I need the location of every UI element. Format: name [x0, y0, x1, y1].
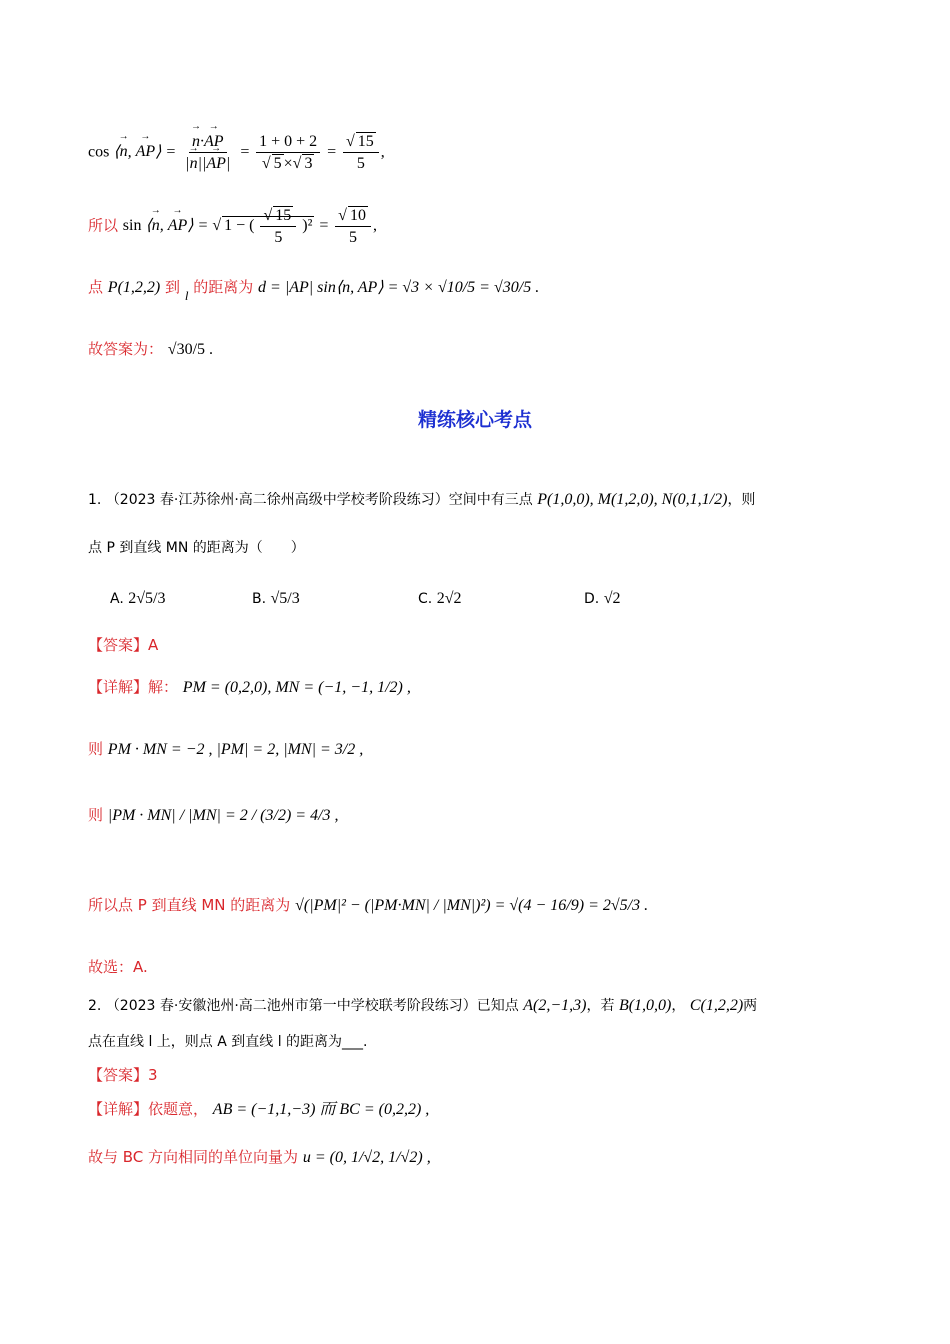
q2-stem-line2: 点在直线 l 上，则点 A 到直线 l 的距离为___.	[88, 1034, 368, 1050]
q1-stem: 1. （2023 春·江苏徐州·高二徐州高级中学校考阶段练习）空间中有三点 P(1,0,0), M(1,2,0), N(0,1,1/2)，则	[88, 491, 756, 508]
q1-stem-line2: 点 P 到直线 MN 的距离为（ ）	[88, 540, 305, 556]
q1-choose: 故选：A.	[88, 958, 148, 976]
q2-answer: 【答案】3	[88, 1066, 158, 1084]
q1-detail-4: 所以点 P 到直线 MN 的距离为 √(|PM|² − (|PM·MN| / |MN|)²) = √(4 − 16/9) = 2√5/3 .	[88, 896, 649, 914]
q1-option-a[interactable]: A. 2√5/3	[110, 590, 166, 607]
section-heading: 精练核心考点	[417, 409, 532, 431]
q2-detail-2: 故与 BC 方向相同的单位向量为 u = (0, 1/√2, 1/√2) ,	[88, 1148, 431, 1166]
q1-detail-3: 则 |PM · MN| / |MN| = 2 / (3/2) = 4/3 ,	[88, 806, 339, 824]
intro-answer-line: 故答案为： √30/5 .	[88, 340, 214, 358]
q1-option-c[interactable]: C. 2√2	[418, 590, 462, 607]
distance-line: 点 P(1,2,2) 到 l 的距离为 d = |AP| sin⟨n, AP⟩ = √3 × √10/5 = √30/5 .	[88, 278, 540, 303]
q1-detail-1: 【详解】解： PM = (0,2,0), MN = (−1, −1, 1/2) ,	[88, 678, 411, 696]
q1-detail-2: 则 PM · MN = −2 , |PM| = 2, |MN| = 3/2 ,	[88, 740, 364, 758]
cos-formula-line: cos ⟨→ n, → AP⟩ = → $\frac{n\cdot\to AP}{|\to n||\to AP|}$ = $\frac{1 + 0 + 2}{√ 5 \times√ 3}$ = $\frac{√ 15}{5}$ ,	[88, 132, 385, 173]
q1-answer: 【答案】A	[88, 636, 159, 654]
q2-detail-1: 【详解】依题意， AB = (−1,1,−3) 而 BC = (0,2,2) ,	[88, 1100, 430, 1118]
q1-option-d[interactable]: D. √2	[584, 590, 621, 607]
q1-option-b[interactable]: B. √5/3	[252, 590, 300, 607]
q2-stem: 2. （2023 春·安徽池州·高二池州市第一中学校联考阶段练习）已知点 A(2,−1,3)，若 B(1,0,0)， C(1,2,2)两	[88, 997, 758, 1014]
sin-formula-line: 所以 sin ⟨→ n, → AP⟩ = √ 1 − ( $\frac{√ 15}{5}$ )² = $\frac{√ 10}{5}$ ,	[88, 206, 377, 247]
